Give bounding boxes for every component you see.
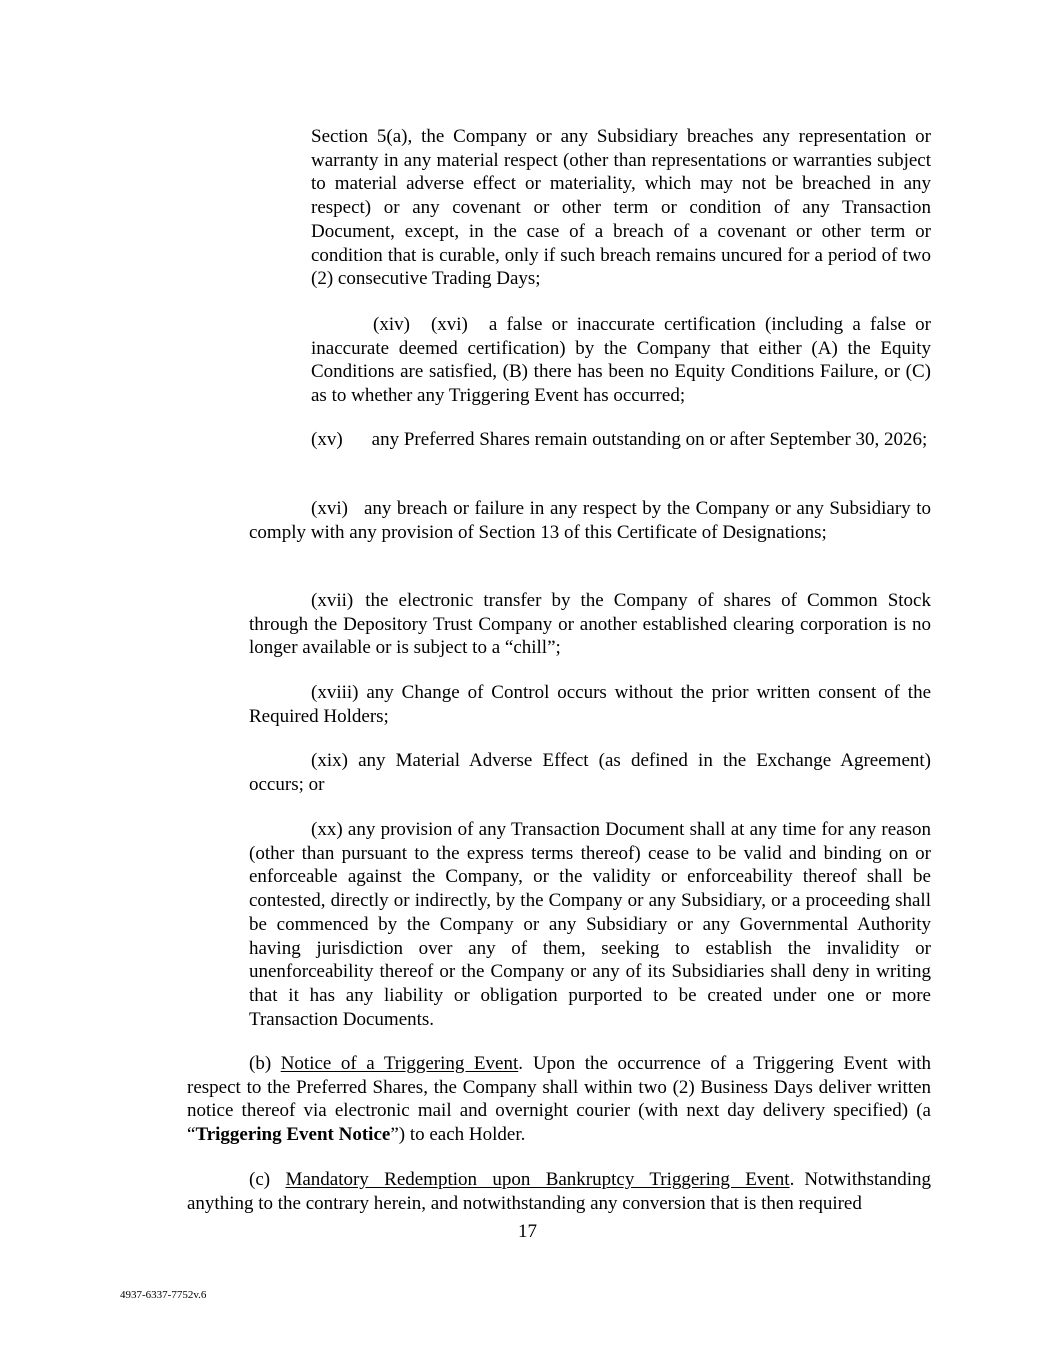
section-text-end: ”) to each Holder. <box>390 1124 526 1146</box>
clause-text: the electronic transfer by the Company of shares of Common Stock through the Depository Trust Company or another established clearing corporation is no longer available or is subject to a “chill”; <box>249 590 931 659</box>
paragraph-xv <box>249 428 931 452</box>
clause-label: (xviii) <box>311 682 359 703</box>
paragraph-continuation: Section 5(a), the Company or any Subsidiary breaches any representation or warranty in any material respect (other than representations or warranties subject to material adverse effect or materiality, which may not be breached in any respect) or any covenant or other term or condition of any Transaction Document, except, in the case of a breach of a covenant or other term or condition that is curable, only if such breach remains uncured for a period of two (2) consecutive Trading Days; <box>311 126 931 290</box>
clause-label: (xvii) <box>311 590 354 611</box>
clause-label: (xvi) <box>430 314 468 335</box>
clause-text: any Change of Control occurs without the prior written consent of the Required Holders; <box>249 682 931 727</box>
page-number: 17 <box>518 1221 537 1242</box>
clause-text: any Material Adverse Effect (as defined in the Exchange Agreement) occurs; or <box>249 750 931 795</box>
paragraph-xvii <box>249 589 931 660</box>
section-text: Notwithstanding anything to the contrary herein, and notwithstanding any conversion that is then required <box>187 1169 931 1214</box>
clause-label: (xv) <box>311 429 343 450</box>
paragraph-xx <box>249 818 931 1031</box>
clause-text: any Preferred Shares remain outstanding on or after September 30, 2026; <box>371 429 928 450</box>
clause-text: any provision of any Transaction Document shall at any time for any reason (other than pursuant to the express terms thereof) cease to be valid and binding on or enforceable against the Company, or the validity or enforceability thereof shall be contested, directly or indirectly, by the Company or any Subsidiary, or a proceeding shall be commenced by the Company or any Subsidiary or any Governmental Authority having jurisdiction over any of them, seeking to establish the invalidity or unenforceability thereof or the Company or any of its Subsidiaries shall deny in writing that it has any liability or obligation purported to be created under one or more Transaction Documents. <box>249 819 932 1030</box>
clause-label: (xix) <box>311 750 348 771</box>
paragraph-c: (c) Mandatory Redemption upon Bankruptcy Triggering Event. Notwithstanding anything to the contrary herein, and notwithstanding any conversion that is then required <box>187 1169 931 1214</box>
paragraph-xiv <box>311 313 931 408</box>
section-heading: Mandatory Redemption upon Bankruptcy Triggering Event <box>285 1169 790 1190</box>
document-id: 4937-6337-7752v.6 <box>120 1289 207 1301</box>
clause-label: (xx) <box>311 819 343 840</box>
section-label: (b) <box>249 1053 272 1074</box>
section-heading: Notice of a Triggering Event <box>280 1053 519 1074</box>
section-label: (c) <box>249 1169 271 1190</box>
clause-label: (xiv) <box>373 314 410 335</box>
paragraph-xvi <box>249 497 931 544</box>
clause-text: a false or inaccurate certification (including a false or inaccurate deemed certification) by the Company that either (A) the Equity Conditions are satisfied, (B) there has been no Equity Conditions Failure, or (C) as to whether any Triggering Event has occurred; <box>311 314 931 407</box>
paragraph-xix <box>249 749 931 796</box>
clause-label: (xvi) <box>311 498 348 519</box>
defined-term: Triggering Event Notice <box>195 1124 391 1146</box>
clause-text: any breach or failure in any respect by the Company or any Subsidiary to comply with any provision of Section 13 of this Certificate of Designations; <box>249 498 931 543</box>
paragraph-b: (b) Notice of a Triggering Event. Upon the occurrence of a Triggering Event with respect to the Preferred Shares, the Company shall within two (2) Business Days deliver written notice thereof via electronic mail and overnight courier (with next day delivery specified) (a “Triggering Event Notice”) to each Holder. <box>187 1053 932 1146</box>
paragraph-xviii <box>249 681 931 728</box>
section-text: Upon the occurrence of a Triggering Event with respect to the Preferred Shares, the Company shall within two (2) Business Days deliver written notice thereof via electronic mail and overnight courier (with next day delivery specified) (a “ <box>187 1053 932 1146</box>
